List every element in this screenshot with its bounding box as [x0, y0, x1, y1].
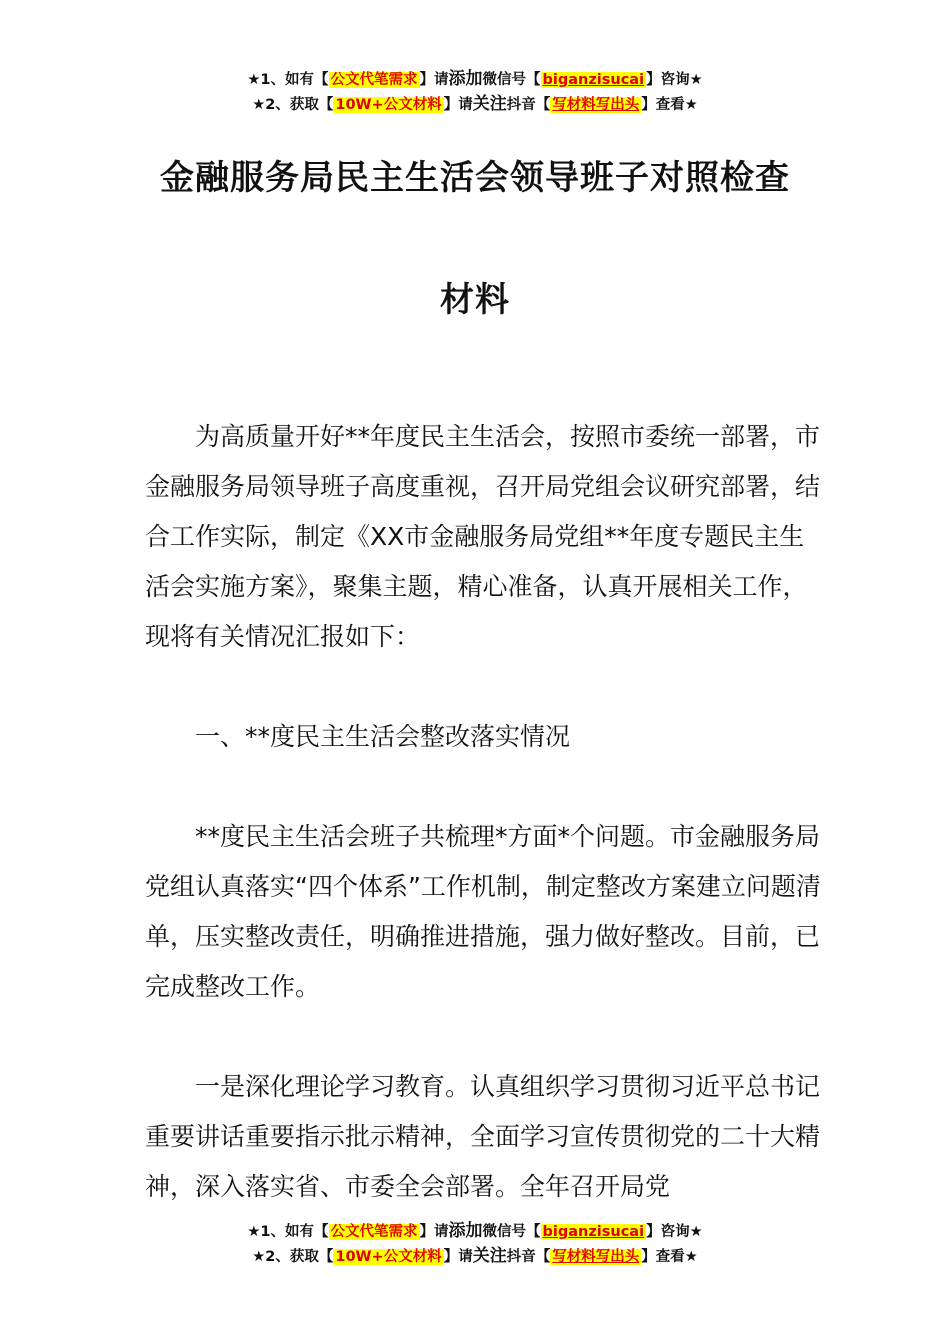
- document-body: [145, 412, 825, 1212]
- banner-text: ★2、获取【: [252, 1249, 334, 1265]
- highlight-text: 10W+公文材料: [335, 1249, 442, 1265]
- douyin-account-link[interactable]: 写材料写出头: [552, 97, 640, 113]
- emphasis-text: 添加: [448, 1221, 483, 1241]
- emphasis-text: 添加: [448, 69, 483, 89]
- banner-text: 抖音【: [506, 1249, 551, 1265]
- banner-text: 】咨询★: [646, 72, 703, 88]
- banner-line-1: [0, 67, 950, 92]
- body-paragraph: **度民主生活会班子共梳理*方面*个问题。市金融服务局党组认真落实“四个体系”工作机制，制定整改方案建立问题清单，压实整改责任，明确推进措施，强力做好整改。目前，已完成整改工作。: [145, 822, 821, 1001]
- highlight-text: 10W+公文材料: [335, 97, 442, 113]
- wechat-id-link[interactable]: biganzisucai: [542, 72, 645, 88]
- banner-text: 】查看★: [641, 97, 698, 113]
- footer-banner: [0, 1219, 950, 1269]
- banner-text: 微信号【: [482, 1224, 541, 1240]
- header-banner: [0, 67, 950, 117]
- body-paragraph: 一是深化理论学习教育。认真组织学习贯彻习近平总书记重要讲话重要指示批示精神，全面学习宣传贯彻党的二十大精神，深入落实省、市委全会部署。全年召开局党: [145, 1072, 821, 1201]
- banner-text: 】查看★: [641, 1249, 698, 1265]
- emphasis-text: 关注: [472, 94, 507, 114]
- banner-text: 】请: [443, 97, 473, 113]
- banner-text: ★1、如有【: [247, 72, 329, 88]
- banner-text: 】请: [443, 1249, 473, 1265]
- banner-text: 抖音【: [506, 97, 551, 113]
- section-heading: 一、**度民主生活会整改落实情况: [195, 722, 571, 751]
- emphasis-text: 关注: [472, 1246, 507, 1266]
- highlight-text: 公文代笔需求: [330, 72, 418, 88]
- banner-text: ★2、获取【: [252, 97, 334, 113]
- banner-text: 】咨询★: [646, 1224, 703, 1240]
- banner-line-2: [0, 92, 950, 117]
- wechat-id-link[interactable]: biganzisucai: [542, 1224, 645, 1240]
- banner-text: ★1、如有【: [247, 1224, 329, 1240]
- document-title-continued: 材料: [440, 280, 510, 320]
- banner-text: 】请: [419, 1224, 449, 1240]
- body-paragraph: 为高质量开好**年度民主生活会，按照市委统一部署，市金融服务局领导班子高度重视，召开局党组会议研究部署，结合工作实际，制定《XX市金融服务局党组**年度专题民主生活会实施方案》，聚集主题，精心准备，认真开展相关工作，现将有关情况汇报如下：: [145, 422, 821, 651]
- document-title: 金融服务局民主生活会领导班子对照检查: [160, 158, 790, 198]
- banner-line-2: [0, 1244, 950, 1269]
- banner-text: 】请: [419, 72, 449, 88]
- highlight-text: 公文代笔需求: [330, 1224, 418, 1240]
- banner-line-1: [0, 1219, 950, 1244]
- banner-text: 微信号【: [482, 72, 541, 88]
- douyin-account-link[interactable]: 写材料写出头: [552, 1249, 640, 1265]
